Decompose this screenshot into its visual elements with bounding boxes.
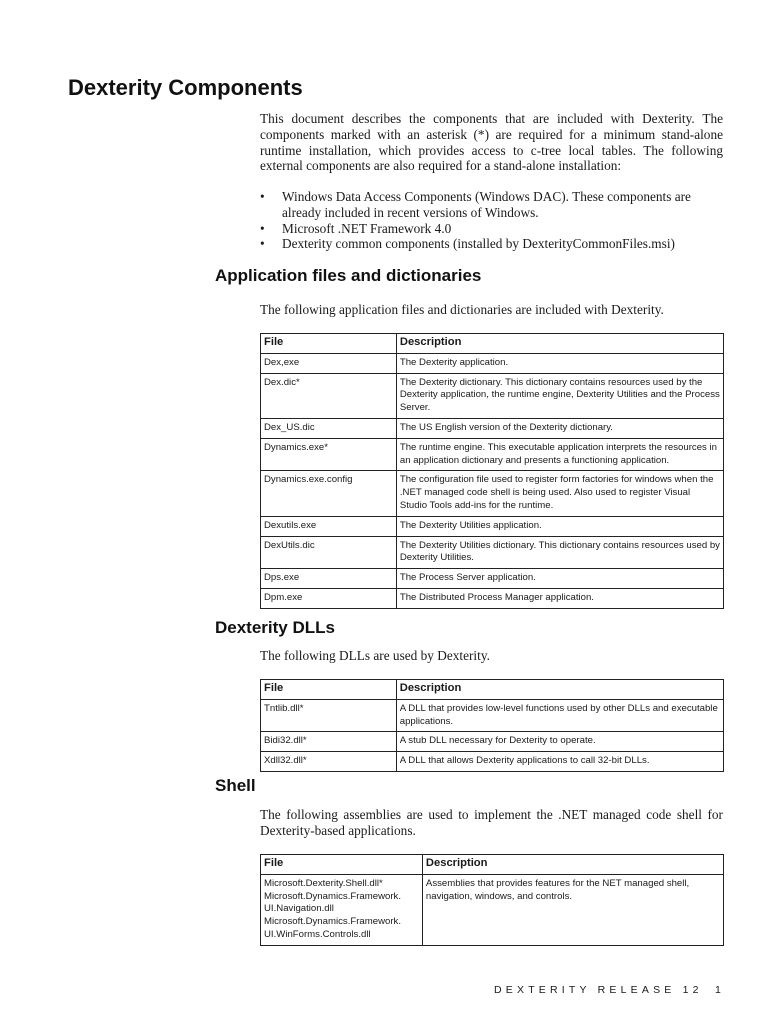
file-cell: Dynamics.exe.config (261, 471, 397, 516)
column-header-description: Description (396, 334, 723, 354)
file-cell: Dex.dic* (261, 373, 397, 418)
file-cell: DexUtils.dic (261, 536, 397, 569)
file-cell: Bidi32.dll* (261, 732, 397, 752)
shell-paragraph: The following assemblies are used to implement the .NET managed code shell for Dexterity-based applications. (260, 807, 723, 838)
file-cell: Dexutils.exe (261, 516, 397, 536)
table-row (261, 588, 724, 608)
table-header-row (261, 334, 724, 354)
footer-release: DEXTERITY RELEASE 12 (494, 984, 703, 996)
page-number: 1 (715, 984, 726, 996)
file-cell: Dps.exe (261, 569, 397, 589)
table-header-row (261, 855, 724, 875)
intro-paragraph: This document describes the components that are included with Dexterity. The components marked with an asterisk (*) are required for a minimum stand-alone runtime installation, which provides access to c-tree local tables. The following external components are also required for a stand-alone installation: (260, 111, 723, 174)
file-cell: Dpm.exe (261, 588, 397, 608)
requirements-list (260, 189, 723, 252)
table-row (261, 471, 724, 516)
description-cell: The Distributed Process Manager application. (396, 588, 723, 608)
file-cell: Dex_US.dic (261, 418, 397, 438)
description-cell: The Dexterity application. (396, 353, 723, 373)
section-heading-dlls: Dexterity DLLs (215, 618, 335, 637)
file-cell: Xdll32.dll* (261, 752, 397, 772)
file-cell: Dynamics.exe* (261, 438, 397, 471)
table-row (261, 418, 724, 438)
column-header-file: File (261, 855, 423, 875)
description-cell: The configuration file used to register form factories for windows when the .NET managed code shell is being used. Also used to register Visual Studio Tools add-ins for the runtime. (396, 471, 723, 516)
table-row (261, 438, 724, 471)
description-cell: A DLL that provides low-level functions used by other DLLs and executable applications. (396, 699, 723, 732)
file-cell: Microsoft.Dexterity.Shell.dll* Microsoft.Dynamics.Framework. UI.Navigation.dll Microsoft.Dynamics.Framework. UI.WinForms.Controls.dll (261, 874, 423, 945)
list-item: • Windows Data Access Components (Windows DAC). These components are already included in recent versions of Windows. (260, 189, 691, 220)
app-files-paragraph: The following application files and dictionaries are included with Dexterity. (260, 302, 664, 317)
dlls-table (260, 679, 724, 772)
section-heading-shell: Shell (215, 776, 256, 795)
table-row (261, 732, 724, 752)
description-cell: The runtime engine. This executable application interprets the resources in an application dictionary and presents a functioning application. (396, 438, 723, 471)
description-cell: A stub DLL necessary for Dexterity to operate. (396, 732, 723, 752)
shell-table (260, 854, 724, 946)
table-row (261, 699, 724, 732)
list-item: • Microsoft .NET Framework 4.0 (260, 220, 452, 236)
file-cell: Dex,exe (261, 353, 397, 373)
file-cell: Tntlib.dll* (261, 699, 397, 732)
description-cell: The Dexterity dictionary. This dictionary contains resources used by the Dexterity application, the runtime engine, Dexterity Utilities and the Process Server. (396, 373, 723, 418)
table-row (261, 536, 724, 569)
table-row (261, 353, 724, 373)
list-item: • Dexterity common components (installed by DexterityCommonFiles.msi) (260, 236, 675, 252)
table-row (261, 752, 724, 772)
description-cell: The Dexterity Utilities dictionary. This dictionary contains resources used by Dexterity Utilities. (396, 536, 723, 569)
dlls-paragraph: The following DLLs are used by Dexterity. (260, 648, 490, 663)
description-cell: The Process Server application. (396, 569, 723, 589)
table-row (261, 569, 724, 589)
description-cell: The Dexterity Utilities application. (396, 516, 723, 536)
bullet-icon: • (260, 236, 265, 252)
bullet-icon: • (260, 189, 265, 204)
description-cell: The US English version of the Dexterity dictionary. (396, 418, 723, 438)
description-cell: Assemblies that provides features for the NET managed shell, navigation, windows, and controls. (422, 874, 723, 945)
table-row (261, 373, 724, 418)
column-header-description: Description (396, 680, 723, 700)
section-heading-app-files: Application files and dictionaries (215, 266, 482, 285)
table-row (261, 874, 724, 945)
app-files-table (260, 333, 724, 609)
page-title: Dexterity Components (68, 75, 303, 100)
description-cell: A DLL that allows Dexterity applications to call 32-bit DLLs. (396, 752, 723, 772)
column-header-file: File (261, 680, 397, 700)
column-header-file: File (261, 334, 397, 354)
table-header-row (261, 680, 724, 700)
table-row (261, 516, 724, 536)
bullet-icon: • (260, 220, 265, 236)
column-header-description: Description (422, 855, 723, 875)
